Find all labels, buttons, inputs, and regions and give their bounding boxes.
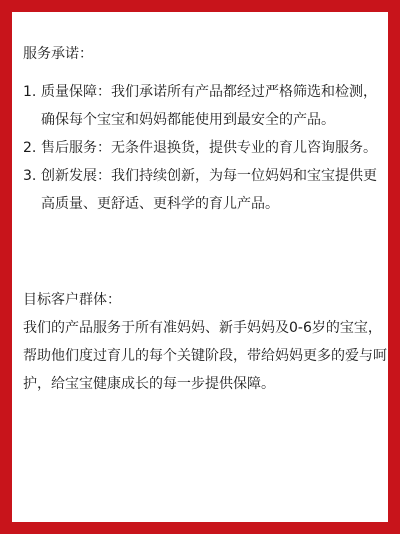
promise-item-3: [23, 162, 387, 218]
promise-text: 质量保障：我们承诺所有产品都经过严格筛选和检测，确保每个宝宝和妈妈都能使用到最安全的产品。: [41, 84, 377, 128]
promise-text: 创新发展：我们持续创新，为每一位妈妈和宝宝提供更高质量、更舒适、更科学的育儿产品。: [41, 168, 377, 212]
promise-number: 1.: [23, 84, 37, 100]
promise-item-1: [23, 78, 387, 134]
promise-text: 售后服务：无条件退换货，提供专业的育儿咨询服务。: [41, 140, 377, 156]
promise-number: 3.: [23, 168, 37, 184]
promise-item-2: [23, 134, 387, 162]
service-promise-title: 服务承诺：: [23, 46, 93, 62]
target-audience-text: 我们的产品服务于所有准妈妈、新手妈妈及0-6岁的宝宝，帮助他们度过育儿的每个关键阶段，带给妈妈更多的爱与呵护，给宝宝健康成长的每一步提供保障。: [23, 320, 387, 392]
promise-number: 2.: [23, 140, 37, 156]
promise-list: [23, 78, 387, 218]
target-audience-title: 目标客户群体：: [23, 292, 121, 308]
document-content: [23, 12, 387, 398]
